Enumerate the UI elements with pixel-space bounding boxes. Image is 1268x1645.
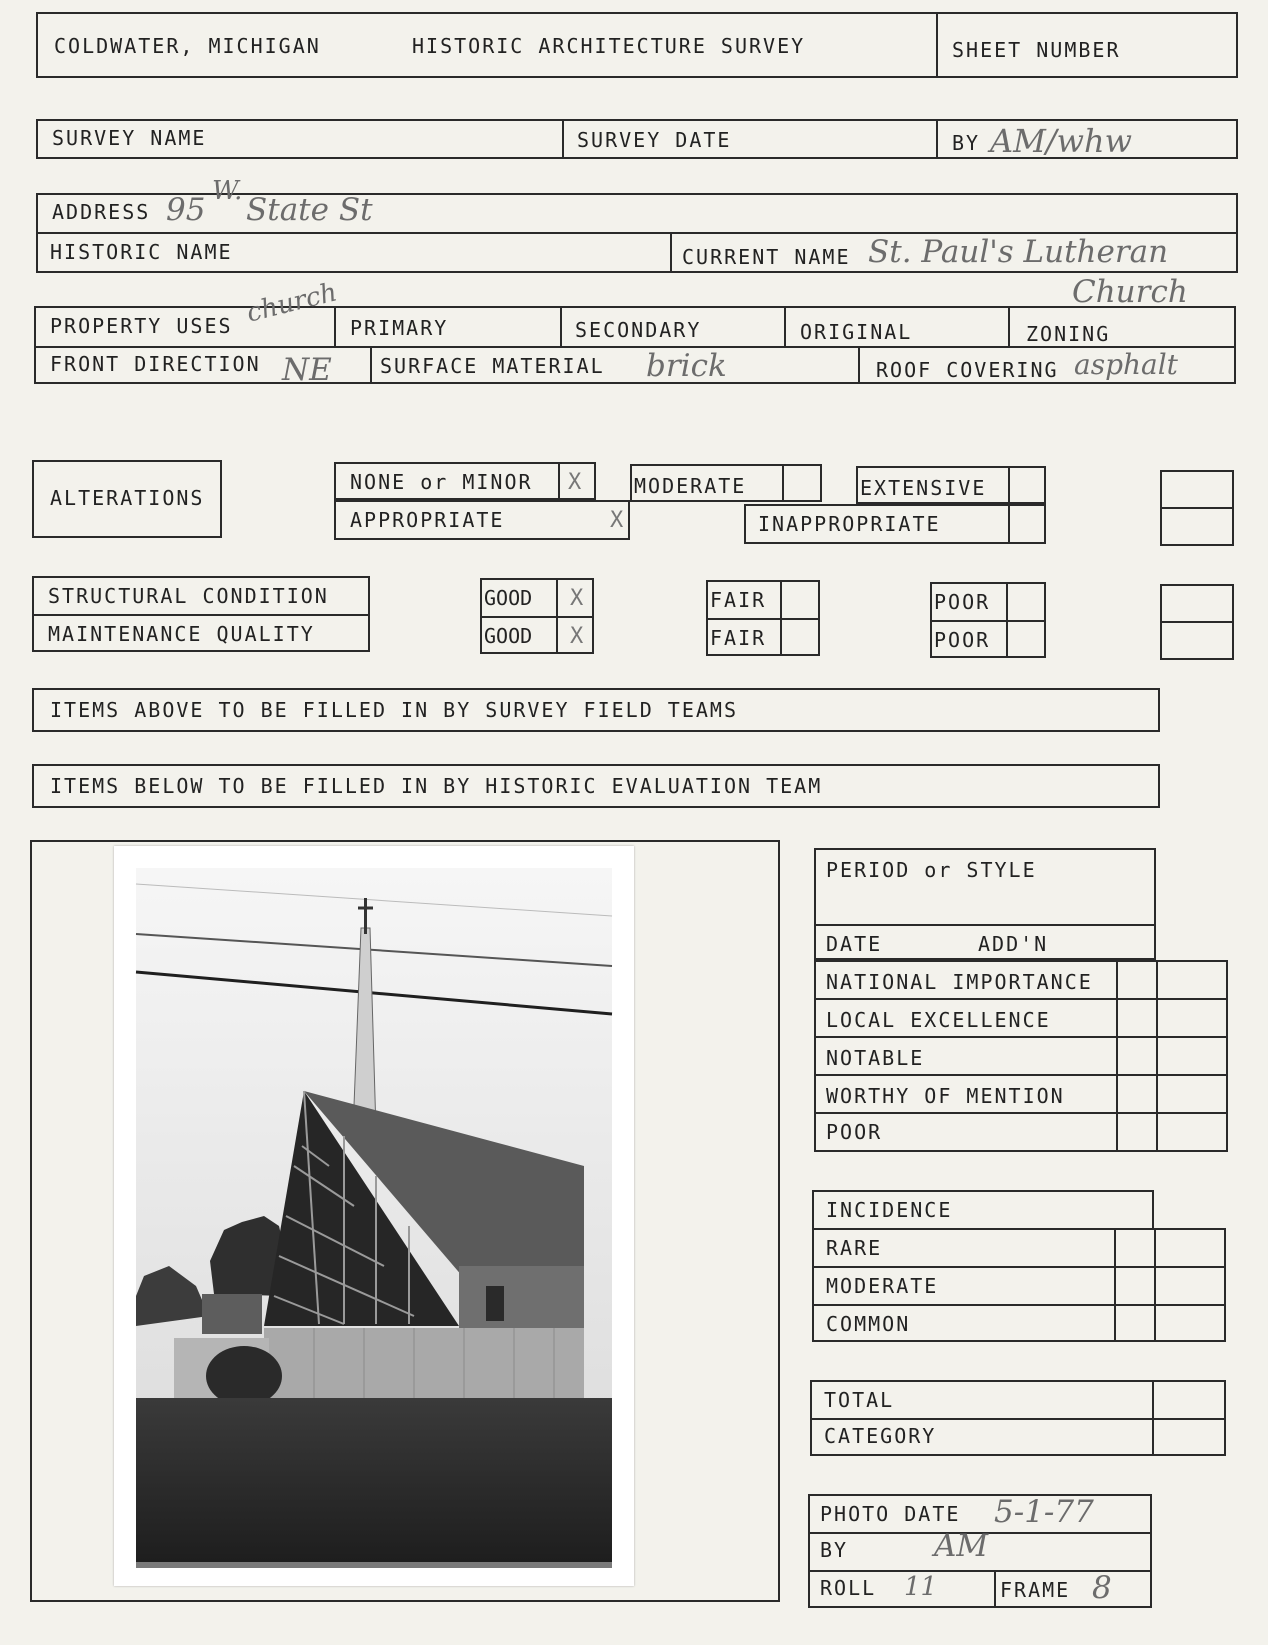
address-direction: W.: [212, 176, 243, 206]
alt-inappropriate-check-divider: [1008, 504, 1010, 544]
zoning-label: ZONING: [1026, 322, 1111, 346]
structural-fair-label: FAIR: [710, 588, 767, 612]
current-name-line2: Church: [1072, 274, 1188, 310]
prop-div-1: [334, 306, 336, 346]
importance-row-3: [814, 1074, 1228, 1076]
prop-div-4: [1008, 306, 1010, 346]
total-label: TOTAL: [824, 1388, 895, 1412]
building-photo: [114, 846, 634, 1586]
period-style-divider: [814, 924, 1156, 926]
incidence-moderate-label: MODERATE: [826, 1274, 939, 1298]
local-excellence-label: LOCAL EXCELLENCE: [826, 1008, 1051, 1032]
importance-col-2: [1156, 960, 1158, 1152]
primary-label: PRIMARY: [350, 316, 449, 340]
sheet-number-label: SHEET NUMBER: [952, 38, 1121, 62]
roll-label: ROLL: [820, 1576, 877, 1600]
good-divider-v: [556, 578, 558, 654]
incidence-row-2: [812, 1304, 1226, 1306]
addn-label: ADD'N: [978, 932, 1049, 956]
header-divider: [936, 12, 938, 78]
maintenance-fair-label: FAIR: [710, 626, 767, 650]
address-number: 95: [166, 192, 206, 228]
roof-covering-label: ROOF COVERING: [876, 358, 1059, 382]
photo-date-value: 5-1-77: [994, 1494, 1094, 1530]
church-photograph: [114, 846, 634, 1586]
alt-appropriate-label: APPROPRIATE: [350, 508, 505, 532]
survey-name-label: SURVEY NAME: [52, 126, 207, 150]
alt-moderate-check-divider: [782, 464, 784, 502]
condition-label-divider: [32, 614, 370, 616]
category-label: CATEGORY: [824, 1424, 937, 1448]
historic-name-label: HISTORIC NAME: [50, 240, 233, 264]
incidence-common-label: COMMON: [826, 1312, 911, 1336]
structural-condition-label: STRUCTURAL CONDITION: [48, 584, 329, 608]
survey-divider-2: [936, 119, 938, 159]
poor-divider-v: [1006, 582, 1008, 658]
incidence-row-1: [812, 1266, 1226, 1268]
structural-good-mark: X: [570, 586, 584, 611]
address-label: ADDRESS: [52, 200, 151, 224]
surface-material-value: brick: [646, 348, 727, 384]
structural-poor-label: POOR: [934, 590, 991, 614]
importance-row-4: [814, 1112, 1228, 1114]
condition-score-divider: [1160, 621, 1234, 623]
form-title: HISTORIC ARCHITECTURE SURVEY: [412, 34, 806, 58]
survey-by-label: BY: [952, 131, 981, 155]
front-div-1: [370, 346, 372, 384]
importance-row-1: [814, 998, 1228, 1000]
maintenance-good-mark: X: [570, 624, 584, 649]
date-label: DATE: [826, 932, 883, 956]
original-label: ORIGINAL: [800, 320, 913, 344]
photo-date-label: PHOTO DATE: [820, 1502, 961, 1526]
front-direction-value: NE: [282, 352, 332, 388]
importance-row-2: [814, 1036, 1228, 1038]
survey-date-label: SURVEY DATE: [577, 128, 732, 152]
front-div-2: [858, 346, 860, 384]
alterations-label: ALTERATIONS: [50, 486, 205, 510]
secondary-label: SECONDARY: [575, 318, 702, 342]
roof-covering-value: asphalt: [1074, 348, 1178, 381]
fair-divider-v: [780, 580, 782, 656]
incidence-label: INCIDENCE: [826, 1198, 953, 1222]
items-above-note: ITEMS ABOVE TO BE FILLED IN BY SURVEY FIELD TEAMS: [50, 698, 739, 722]
names-divider: [670, 232, 672, 273]
alt-appropriate-mark: X: [610, 508, 624, 533]
surface-material-label: SURFACE MATERIAL: [380, 354, 605, 378]
current-name-line1: St. Paul's Lutheran: [868, 234, 1169, 270]
maintenance-good-label: GOOD: [484, 624, 533, 648]
poor-divider-h: [930, 620, 1046, 622]
total-col: [1152, 1380, 1154, 1456]
photo-by-label: BY: [820, 1538, 849, 1562]
worthy-of-mention-label: WORTHY OF MENTION: [826, 1084, 1065, 1108]
incidence-col-1: [1114, 1228, 1116, 1342]
fair-divider-h: [706, 618, 820, 620]
notable-label: NOTABLE: [826, 1046, 925, 1070]
address-street: State St: [246, 192, 373, 228]
alt-extensive-label: EXTENSIVE: [860, 476, 987, 500]
alt-none-minor-check-divider: [558, 462, 560, 500]
alt-inappropriate-label: INAPPROPRIATE: [758, 512, 941, 536]
roll-value: 11: [904, 1572, 938, 1602]
front-direction-label: FRONT DIRECTION: [50, 352, 261, 376]
maintenance-quality-label: MAINTENANCE QUALITY: [48, 622, 315, 646]
city-label: COLDWATER, MICHIGAN: [54, 34, 321, 58]
period-style-label: PERIOD or STYLE: [826, 858, 1037, 882]
items-below-note: ITEMS BELOW TO BE FILLED IN BY HISTORIC EVALUATION TEAM: [50, 774, 823, 798]
property-uses-value: church: [243, 277, 341, 329]
prop-div-2: [560, 306, 562, 346]
frame-label: FRAME: [1000, 1578, 1071, 1602]
maintenance-poor-label: POOR: [934, 628, 991, 652]
importance-col-1: [1116, 960, 1118, 1152]
property-underline: [34, 346, 1236, 348]
national-importance-label: NATIONAL IMPORTANCE: [826, 970, 1093, 994]
survey-by-handwritten: AM/whw: [990, 122, 1133, 160]
photo-by-value: AM: [934, 1528, 989, 1564]
alt-none-minor-mark: X: [568, 470, 582, 495]
structural-good-label: GOOD: [484, 586, 533, 610]
incidence-col-2: [1154, 1228, 1156, 1342]
good-divider-h: [480, 616, 594, 618]
frame-value: 8: [1092, 1570, 1112, 1606]
alt-extensive-check-divider: [1008, 466, 1010, 504]
survey-divider-1: [562, 119, 564, 159]
poor-rating-label: POOR: [826, 1120, 883, 1144]
current-name-label: CURRENT NAME: [682, 245, 851, 269]
photo-info-col: [994, 1570, 996, 1608]
total-divider: [810, 1418, 1226, 1420]
prop-div-3: [784, 306, 786, 346]
alt-moderate-label: MODERATE: [634, 474, 747, 498]
incidence-rare-label: RARE: [826, 1236, 883, 1260]
property-uses-label: PROPERTY USES: [50, 314, 233, 338]
alt-none-minor-label: NONE or MINOR: [350, 470, 533, 494]
alt-score-divider: [1160, 507, 1234, 509]
